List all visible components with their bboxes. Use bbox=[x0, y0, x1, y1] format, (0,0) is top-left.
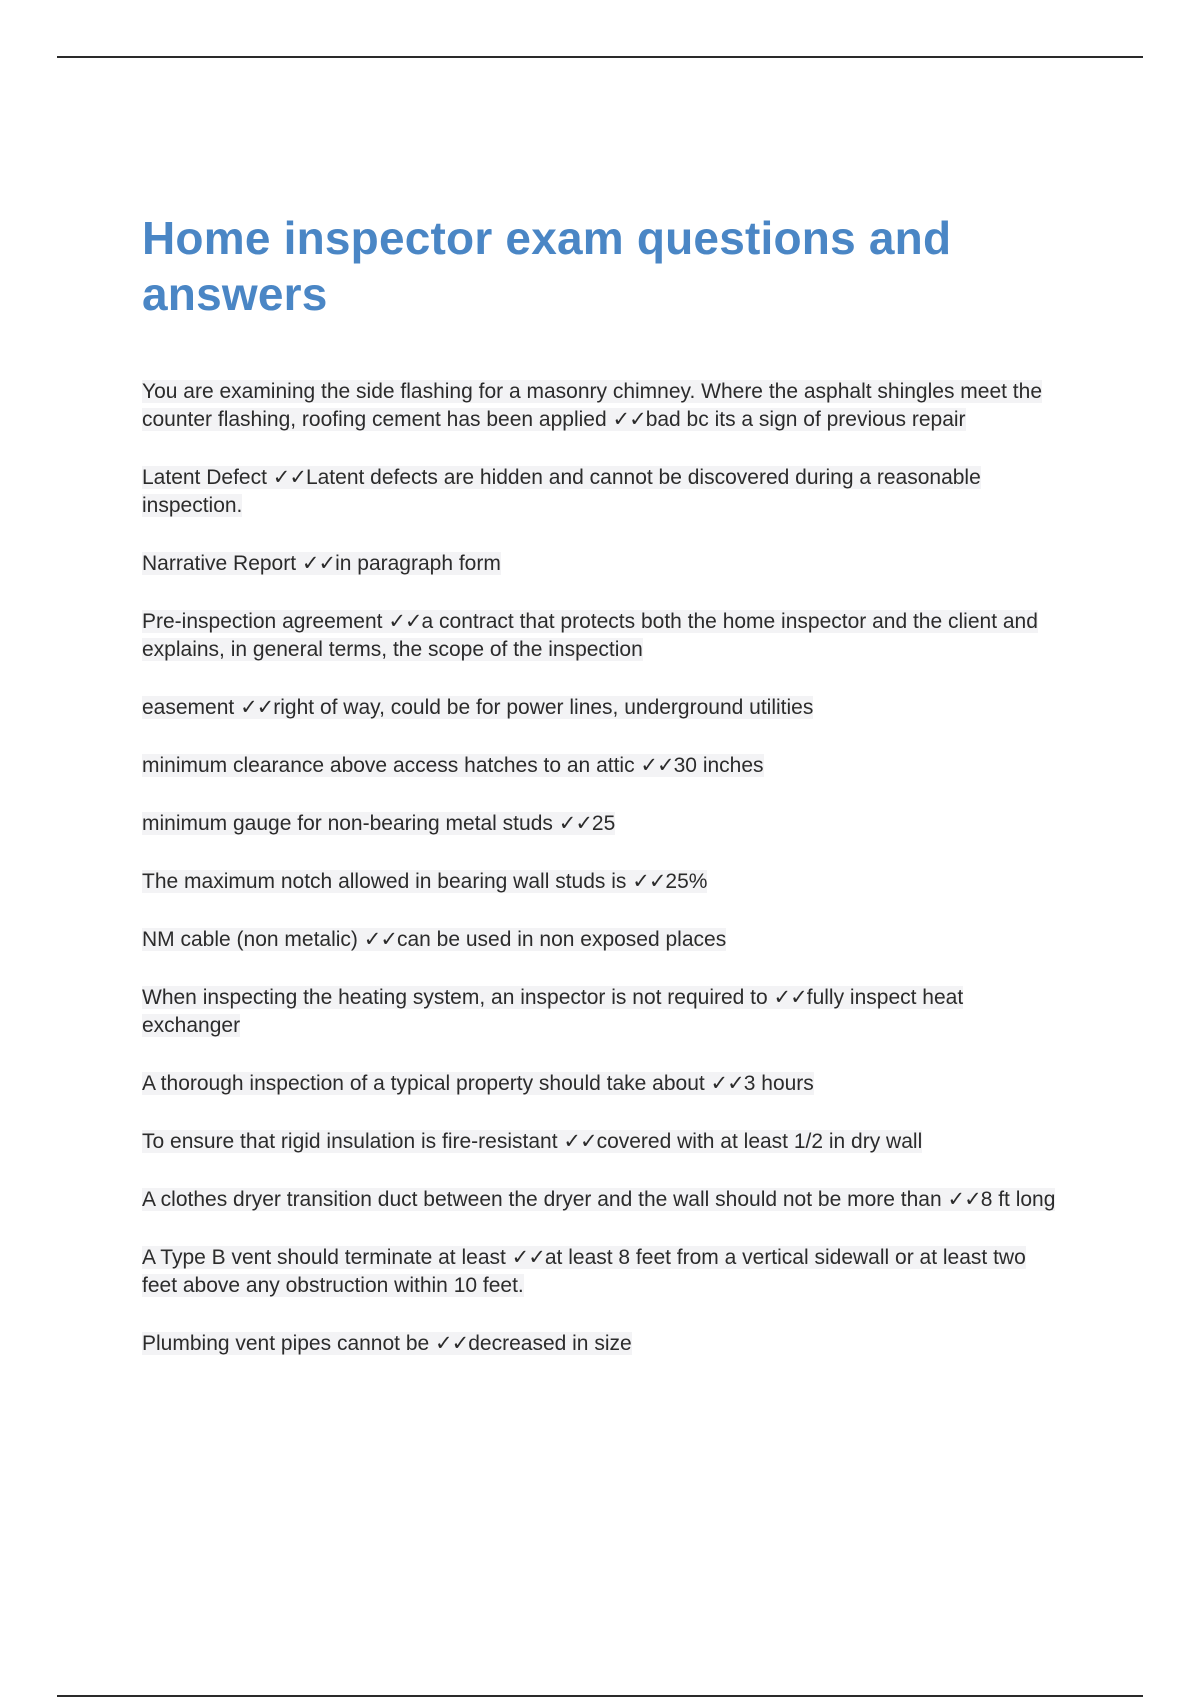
answer: 8 ft long bbox=[980, 1188, 1056, 1211]
answer: at least 8 feet from a vertical sidewall or at least two feet above any obstruction within 10 feet. bbox=[142, 1246, 1026, 1297]
qa-item bbox=[142, 608, 1062, 664]
answer: covered with at least 1/2 in dry wall bbox=[596, 1130, 923, 1153]
question: NM cable (non metalic) bbox=[142, 928, 364, 951]
qa-item bbox=[142, 752, 1062, 780]
question: You are examining the side flashing for a masonry chimney. Where the asphalt shingles meet the counter flashing, roofing cement has been applied bbox=[142, 380, 1042, 431]
qa-item bbox=[142, 926, 1062, 954]
top-rule bbox=[57, 56, 1143, 58]
question: Narrative Report bbox=[142, 552, 302, 575]
double-check-icon: ✓✓ bbox=[272, 466, 306, 489]
double-check-icon: ✓✓ bbox=[640, 754, 674, 777]
double-check-icon: ✓✓ bbox=[388, 610, 422, 633]
document-title: Home inspector exam questions and answers bbox=[142, 212, 952, 320]
question: Plumbing vent pipes cannot be bbox=[142, 1332, 436, 1355]
qa-list bbox=[142, 378, 1062, 1388]
qa-item bbox=[142, 378, 1062, 434]
double-check-icon: ✓✓ bbox=[435, 1332, 469, 1355]
qa-item bbox=[142, 1128, 1062, 1156]
double-check-icon: ✓✓ bbox=[301, 552, 336, 575]
qa-item bbox=[142, 694, 1062, 722]
question: When inspecting the heating system, an inspector is not required to bbox=[142, 986, 774, 1009]
question: To ensure that rigid insulation is fire-resistant bbox=[142, 1130, 564, 1153]
question: easement bbox=[142, 696, 241, 719]
answer: 25% bbox=[665, 870, 708, 893]
double-check-icon: ✓✓ bbox=[773, 986, 807, 1009]
answer: bad bc its a sign of previous repair bbox=[645, 408, 966, 431]
question: A thorough inspection of a typical property should take about bbox=[142, 1072, 711, 1095]
qa-item bbox=[142, 550, 1062, 578]
answer: decreased in size bbox=[468, 1332, 632, 1355]
question: minimum gauge for non-bearing metal studs bbox=[142, 812, 559, 835]
qa-item bbox=[142, 810, 1062, 838]
double-check-icon: ✓✓ bbox=[947, 1188, 981, 1211]
answer: Latent defects are hidden and cannot be discovered during a reasonable inspection. bbox=[142, 466, 981, 517]
qa-item bbox=[142, 868, 1062, 896]
question: The maximum notch allowed in bearing wall studs is bbox=[142, 870, 633, 893]
document-body bbox=[142, 210, 1062, 1355]
qa-item bbox=[142, 1186, 1062, 1214]
double-check-icon: ✓✓ bbox=[558, 812, 592, 835]
double-check-icon: ✓✓ bbox=[563, 1130, 597, 1153]
double-check-icon: ✓✓ bbox=[612, 408, 646, 431]
answer: can be used in non exposed places bbox=[396, 928, 727, 951]
question: Latent Defect bbox=[142, 466, 273, 489]
answer: 30 inches bbox=[673, 754, 764, 777]
qa-item bbox=[142, 1330, 1062, 1358]
answer: right of way, could be for power lines, underground utilities bbox=[273, 696, 814, 719]
answer: 25 bbox=[591, 812, 616, 835]
question: Pre-inspection agreement bbox=[142, 610, 389, 633]
double-check-icon: ✓✓ bbox=[710, 1072, 744, 1095]
answer: 3 hours bbox=[743, 1072, 814, 1095]
qa-item bbox=[142, 1244, 1062, 1300]
bottom-rule bbox=[57, 1695, 1143, 1697]
double-check-icon: ✓✓ bbox=[363, 928, 397, 951]
answer: in paragraph form bbox=[335, 552, 501, 575]
double-check-icon: ✓✓ bbox=[632, 870, 666, 893]
qa-item bbox=[142, 464, 1062, 520]
question: A clothes dryer transition duct between the dryer and the wall should not be more than bbox=[142, 1188, 948, 1211]
answer: a contract that protects both the home inspector and the client and explains, in general terms, the scope of the inspection bbox=[142, 610, 1038, 661]
double-check-icon: ✓✓ bbox=[240, 696, 274, 719]
qa-item bbox=[142, 1070, 1062, 1098]
question: A Type B vent should terminate at least bbox=[142, 1246, 512, 1269]
question: minimum clearance above access hatches to an attic bbox=[142, 754, 641, 777]
double-check-icon: ✓✓ bbox=[511, 1246, 545, 1269]
answer: fully inspect heat exchanger bbox=[142, 986, 964, 1037]
qa-item bbox=[142, 984, 1062, 1040]
